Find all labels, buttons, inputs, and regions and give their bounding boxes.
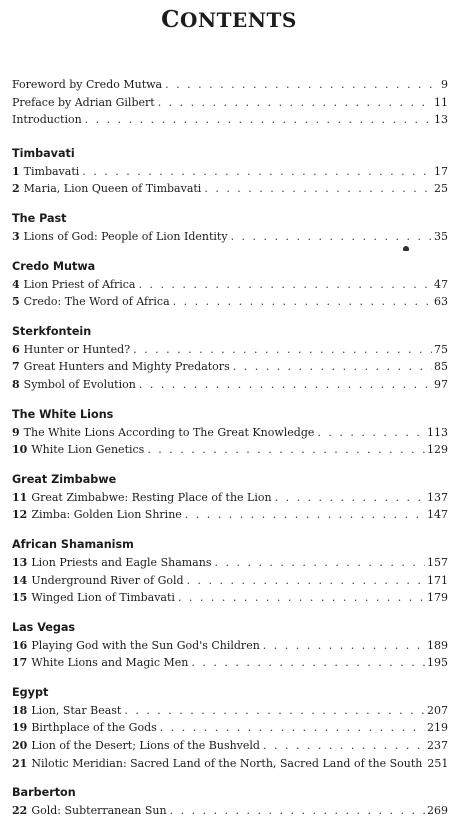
entry-title: Hunter or Hunted? xyxy=(23,342,131,356)
page-number: 269 xyxy=(427,804,448,818)
entry-title: Symbol of Evolution xyxy=(23,377,136,391)
chapter-number: 6 xyxy=(12,342,20,356)
toc-entry xyxy=(12,76,448,94)
chapter-number: 13 xyxy=(12,555,28,569)
chapter-number: 3 xyxy=(12,229,20,243)
toc-entry xyxy=(12,755,448,773)
chapter-number: 20 xyxy=(12,739,28,753)
entry-title: Gold: Subterranean Sun xyxy=(31,804,167,818)
entry-title: Great Zimbabwe: Resting Place of the Lion xyxy=(31,490,272,504)
toc-entry xyxy=(12,737,448,755)
toc-entry xyxy=(12,424,448,442)
dot-leader xyxy=(165,76,439,94)
toc-section xyxy=(12,537,448,607)
dot-leader xyxy=(263,637,425,655)
entry-title: Winged Lion of Timbavati xyxy=(31,591,175,605)
toc-entry xyxy=(12,637,448,655)
dot-leader xyxy=(147,441,425,459)
page-number: 9 xyxy=(441,78,448,91)
toc-section xyxy=(12,259,448,311)
dot-leader xyxy=(317,424,425,442)
dot-leader xyxy=(124,702,425,720)
chapter-number: 18 xyxy=(12,703,28,717)
chapter-number: 17 xyxy=(12,656,28,670)
dot-leader xyxy=(139,376,432,394)
dot-leader xyxy=(214,554,425,572)
entry-title: Nilotic Meridian: Sacred Land of the North, Sacred Land of the South xyxy=(31,756,423,770)
section-heading: Egypt xyxy=(12,685,49,699)
dot-leader xyxy=(85,111,432,129)
dot-leader xyxy=(233,358,432,376)
entry-title: Birthplace of the Gods xyxy=(31,721,157,735)
page-number: 75 xyxy=(434,342,448,356)
page-number: 179 xyxy=(427,591,448,605)
entry-title: Underground River of Gold xyxy=(31,573,184,587)
dot-leader xyxy=(158,94,432,112)
toc-section xyxy=(12,685,448,772)
dot-leader xyxy=(133,341,432,359)
entry-title: Lion Priest of Africa xyxy=(23,277,136,291)
page-number: 13 xyxy=(434,113,448,127)
page-number: 85 xyxy=(434,360,448,374)
section-heading: Great Zimbabwe xyxy=(12,472,117,486)
page-number: 137 xyxy=(427,490,448,504)
section-heading: Sterkfontein xyxy=(12,324,92,338)
dot-leader xyxy=(82,163,432,181)
chapter-number: 2 xyxy=(12,182,20,196)
page-title xyxy=(0,6,458,33)
toc-entry xyxy=(12,180,448,198)
page-number: 47 xyxy=(434,277,448,291)
front-matter xyxy=(12,76,448,129)
toc-entry xyxy=(12,589,448,607)
section-heading: The Past xyxy=(12,211,67,225)
dot-leader xyxy=(275,489,425,507)
dot-leader xyxy=(170,802,425,820)
toc-entry xyxy=(12,94,448,112)
toc-entry xyxy=(12,276,448,294)
page-number: 63 xyxy=(434,295,448,309)
page-number: 35 xyxy=(434,229,448,243)
chapter-number: 19 xyxy=(12,721,28,735)
chapter-number: 12 xyxy=(12,508,28,522)
toc-entry xyxy=(12,293,448,311)
page-number: 157 xyxy=(427,555,448,569)
toc-entry xyxy=(12,654,448,672)
page-number: 251 xyxy=(427,756,449,770)
chapter-number: 10 xyxy=(12,443,28,457)
chapter-number: 11 xyxy=(12,490,28,504)
toc-entry xyxy=(12,228,448,246)
toc-entry xyxy=(12,554,448,572)
table-of-contents xyxy=(12,76,448,833)
dot-leader xyxy=(138,276,432,294)
dot-leader xyxy=(191,654,425,672)
chapter-number: 8 xyxy=(12,377,20,391)
chapter-number: 4 xyxy=(12,277,20,291)
section-heading: Las Vegas xyxy=(12,620,76,634)
page-number: 113 xyxy=(427,425,448,439)
chapter-number: 1 xyxy=(12,164,20,178)
section-heading: African Shamanism xyxy=(12,537,134,551)
page-number: 171 xyxy=(427,573,448,587)
page-number: 189 xyxy=(427,638,448,652)
toc-entry xyxy=(12,341,448,359)
toc-entry xyxy=(12,572,448,590)
entry-title: Introduction xyxy=(12,113,82,127)
toc-section xyxy=(12,472,448,524)
dot-leader xyxy=(185,506,425,524)
page-number: 147 xyxy=(427,508,448,522)
entry-title: Lion Priests and Eagle Shamans xyxy=(31,555,212,569)
entry-title: Preface by Adrian Gilbert xyxy=(12,95,155,109)
chapter-number: 15 xyxy=(12,591,28,605)
page-number: 11 xyxy=(434,95,448,109)
dot-leader xyxy=(160,719,425,737)
toc-section xyxy=(12,407,448,459)
toc-entry xyxy=(12,358,448,376)
ink-blot xyxy=(403,246,409,251)
page-number: 195 xyxy=(427,656,448,670)
toc-entry xyxy=(12,506,448,524)
page-number: 25 xyxy=(434,182,448,196)
chapter-number: 21 xyxy=(12,756,28,770)
toc-entry xyxy=(12,441,448,459)
section-heading: Credo Mutwa xyxy=(12,259,96,273)
dot-leader xyxy=(204,180,432,198)
section-heading: Barberton xyxy=(12,786,76,800)
dot-leader xyxy=(187,572,425,590)
entry-title: The White Lions According to The Great Knowledge xyxy=(23,425,315,439)
chapter-number: 14 xyxy=(12,573,28,587)
toc-section xyxy=(12,211,448,246)
toc-section xyxy=(12,324,448,394)
toc-section xyxy=(12,620,448,672)
toc-section xyxy=(12,785,448,820)
entry-title: White Lion Genetics xyxy=(31,443,145,457)
entry-title: Maria, Lion Queen of Timbavati xyxy=(23,182,202,196)
entry-title: Zimba: Golden Lion Shrine xyxy=(31,508,182,522)
entry-title: Timbavati xyxy=(23,164,80,178)
toc-entry xyxy=(12,376,448,394)
title-rest: ONTENTS xyxy=(179,8,297,32)
chapter-number: 9 xyxy=(12,425,20,439)
toc-entry xyxy=(12,719,448,737)
chapter-number: 7 xyxy=(12,360,20,374)
page-number: 237 xyxy=(427,739,448,753)
title-initial: C xyxy=(161,6,180,33)
toc-entry xyxy=(12,802,448,820)
entry-title: White Lions and Magic Men xyxy=(31,656,189,670)
entry-title: Lions of God: People of Lion Identity xyxy=(23,229,228,243)
chapter-number: 5 xyxy=(12,295,20,309)
page-number: 219 xyxy=(427,721,448,735)
entry-title: Credo: The Word of Africa xyxy=(23,295,170,309)
page-number: 207 xyxy=(427,703,448,717)
dot-leader xyxy=(178,589,425,607)
dot-leader xyxy=(263,737,425,755)
page-number: 17 xyxy=(434,164,448,178)
entry-title: Great Hunters and Mighty Predators xyxy=(23,360,230,374)
page-number: 129 xyxy=(427,443,448,457)
toc-entry xyxy=(12,489,448,507)
dot-leader xyxy=(173,293,432,311)
chapter-number: 16 xyxy=(12,638,28,652)
toc-sections xyxy=(12,146,448,820)
entry-title: Playing God with the Sun God's Children xyxy=(31,638,260,652)
toc-section xyxy=(12,146,448,198)
toc-entry xyxy=(12,163,448,181)
entry-title: Lion of the Desert; Lions of the Bushveld xyxy=(31,739,260,753)
toc-entry xyxy=(12,702,448,720)
page-number: 97 xyxy=(434,377,448,391)
section-heading: Timbavati xyxy=(12,146,75,160)
toc-entry xyxy=(12,111,448,129)
chapter-number: 22 xyxy=(12,804,28,818)
section-heading: The White Lions xyxy=(12,407,114,421)
entry-title: Foreword by Credo Mutwa xyxy=(12,78,163,91)
entry-title: Lion, Star Beast xyxy=(31,703,122,717)
dot-leader xyxy=(231,228,432,246)
